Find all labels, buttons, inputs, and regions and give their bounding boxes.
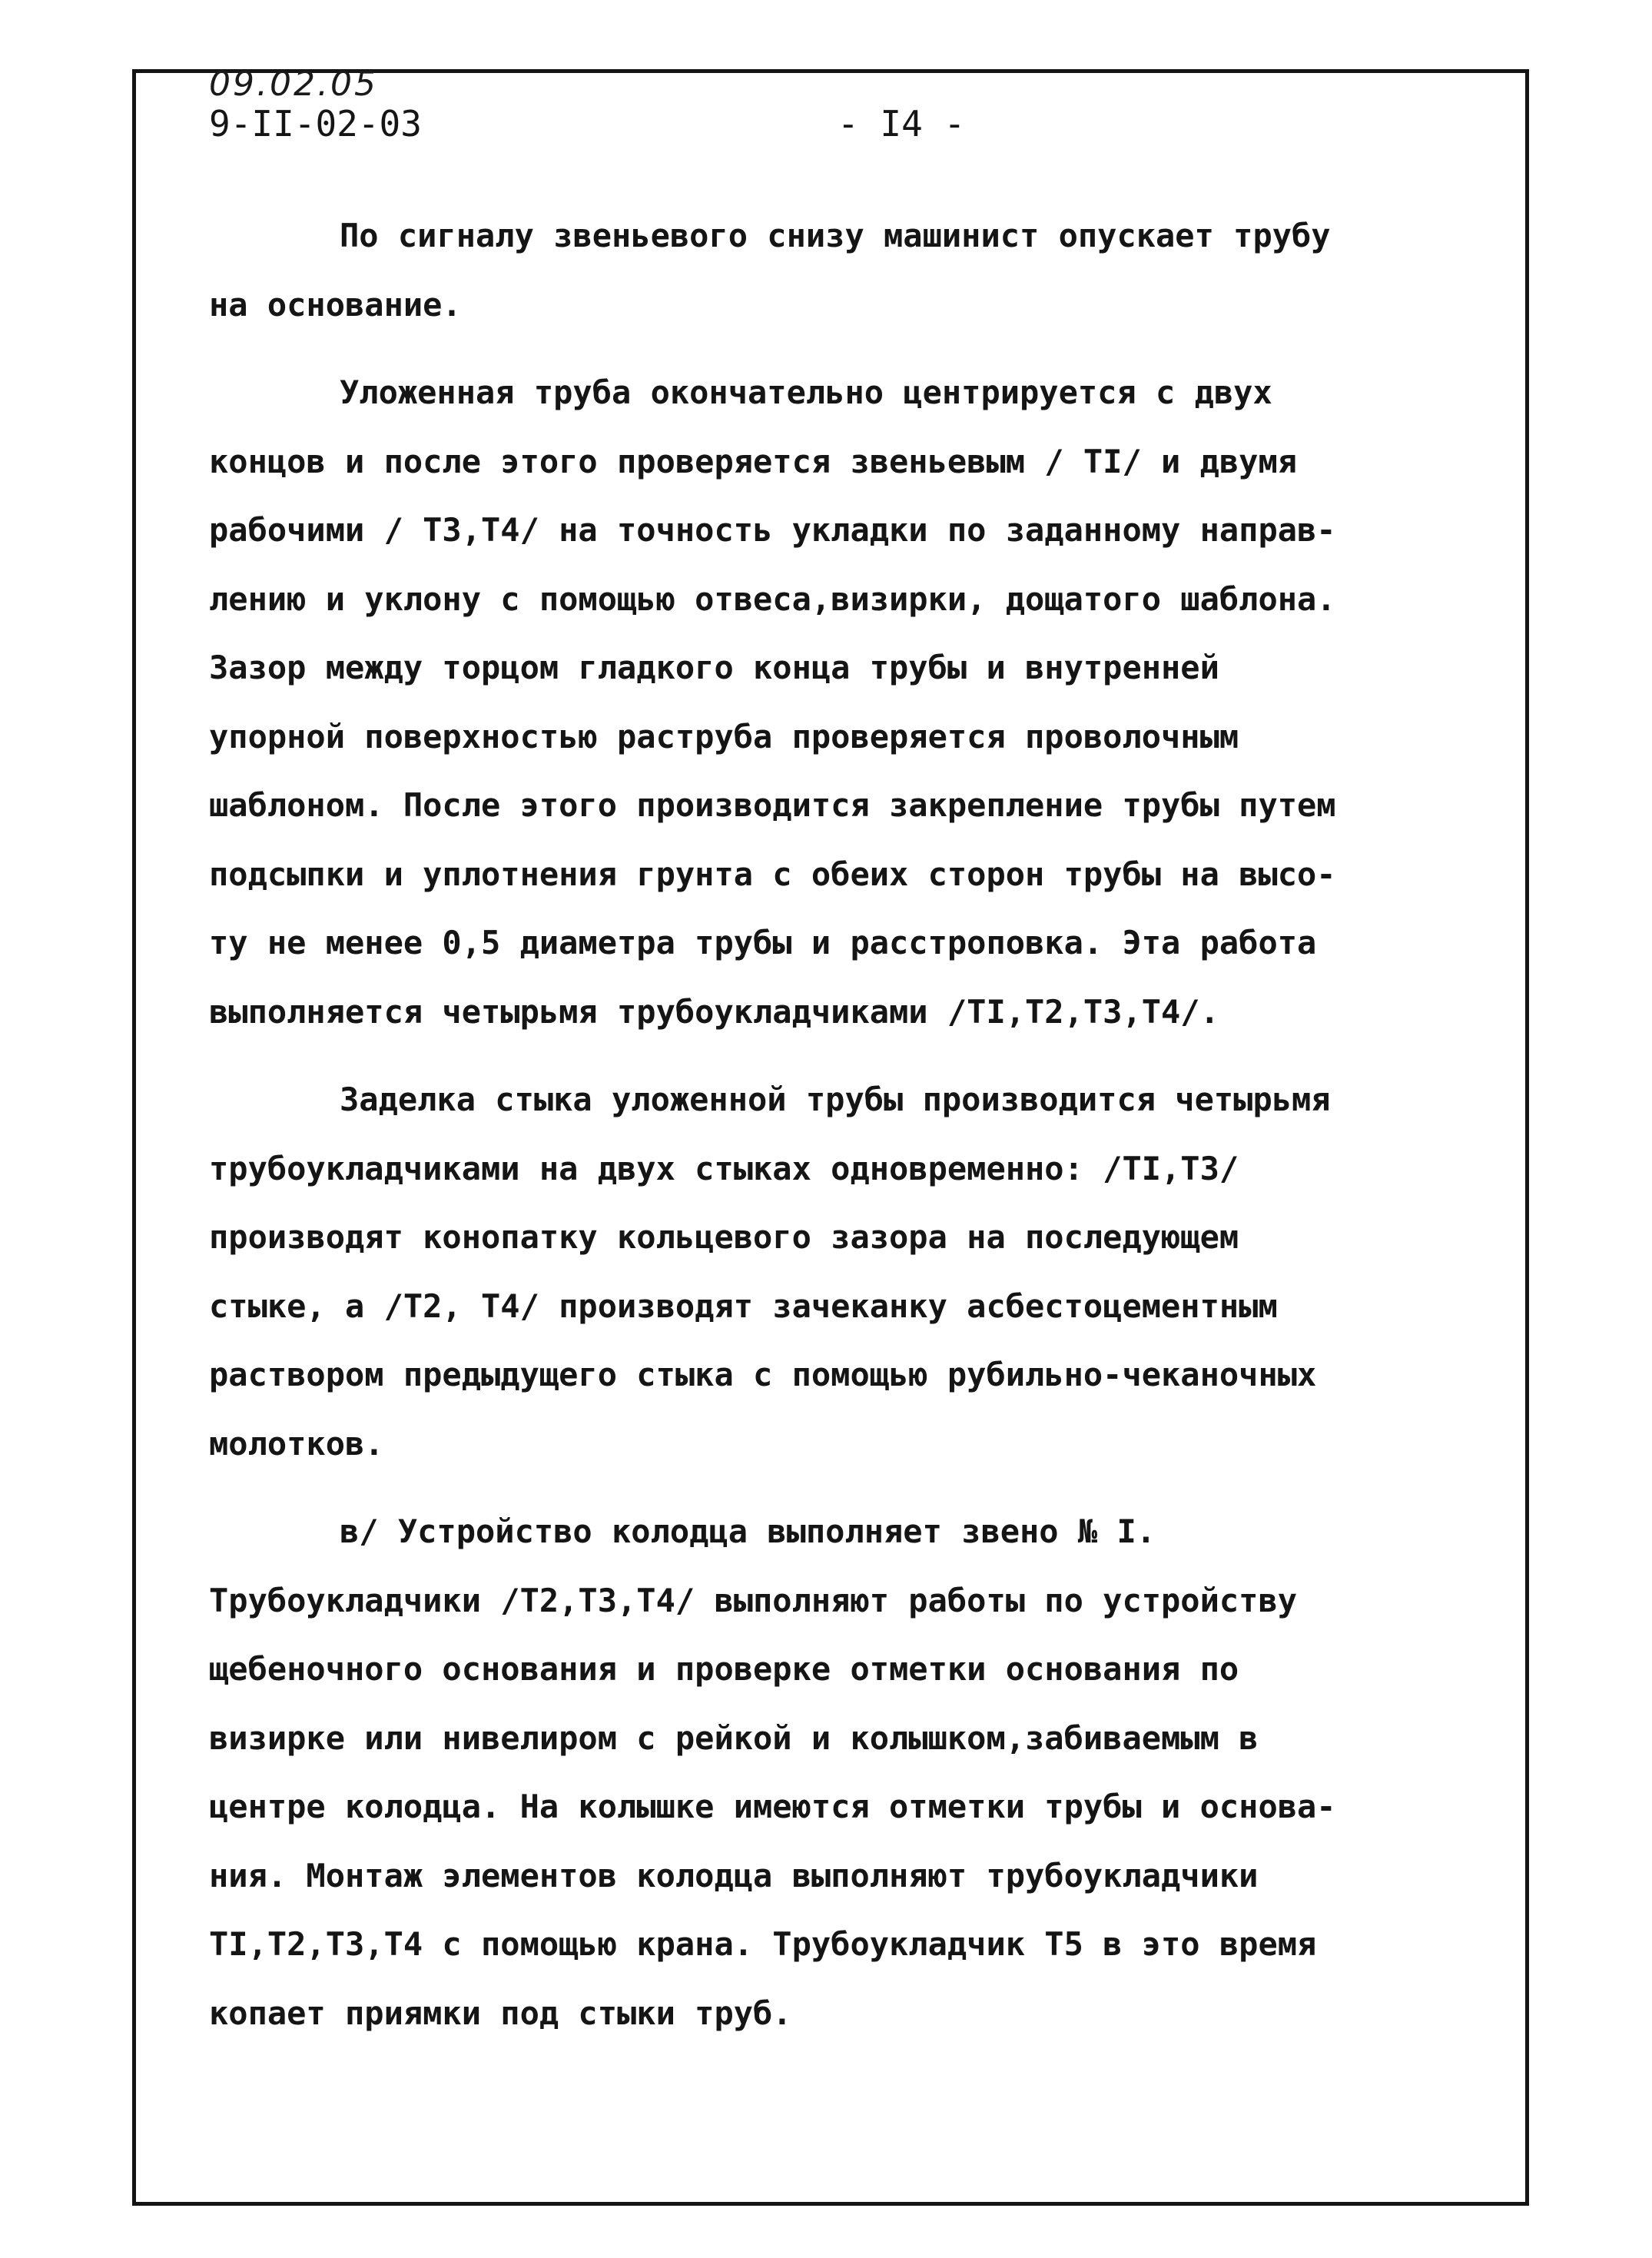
text-line: лению и уклону с помощью отвеса,визирки, дощатого шаблона. bbox=[209, 579, 1336, 618]
text-line: TI,T2,T3,T4 с помощью крана. Трубоукладчик T5 в это время bbox=[209, 1925, 1317, 1963]
paragraph-3 bbox=[209, 1065, 1469, 1478]
text-line: молотков. bbox=[209, 1424, 384, 1463]
text-line: Заделка стыка уложенной трубы производится четырьмя bbox=[340, 1081, 1331, 1118]
document-body bbox=[209, 201, 1469, 2047]
text-line: центре колодца. На колышке имеются отметки трубы и основа- bbox=[209, 1788, 1336, 1825]
text-line: По сигналу звеньевого снизу машинист опускает трубу bbox=[340, 217, 1331, 254]
paragraph-4 bbox=[209, 1497, 1469, 2047]
text-line: выполняется четырьмя трубоукладчиками /TI,T2,T3,T4/. bbox=[209, 992, 1219, 1031]
text-line: Уложенная труба окончательно центрируется с двух bbox=[340, 374, 1272, 411]
text-line: рабочими / T3,T4/ на точность укладки по заданному направ- bbox=[209, 511, 1336, 549]
paragraph-1 bbox=[209, 201, 1469, 339]
text-line: Зазор между торцом гладкого конца трубы и внутренней bbox=[209, 649, 1219, 686]
text-line: визирке или нивелиром с рейкой и колышком,забиваемым в bbox=[209, 1718, 1259, 1757]
text-line: копает приямки под стыки труб. bbox=[209, 1994, 792, 2032]
text-line: на основание. bbox=[209, 285, 462, 324]
text-line: раствором предыдущего стыка с помощью рубильно-чеканочных bbox=[209, 1356, 1317, 1393]
text-line: концов и после этого проверяется звеньевым / TI/ и двумя bbox=[209, 442, 1298, 480]
text-line: шаблоном. После этого производится закрепление трубы путем bbox=[209, 786, 1336, 824]
text-line: в/ Устройство колодца выполняет звено № I. bbox=[340, 1513, 1156, 1550]
text-line: производят конопатку кольцевого зазора на последующем bbox=[209, 1218, 1239, 1256]
page-number: - I4 - bbox=[838, 103, 966, 144]
document-code: 9-II-02-03 bbox=[209, 103, 422, 144]
text-line: упорной поверхностью раструба проверяется проволочным bbox=[209, 717, 1239, 755]
text-line: трубоукладчиками на двух стыках одновременно: /TI,T3/ bbox=[209, 1149, 1239, 1187]
text-line: Трубоукладчики /T2,T3,T4/ выполняют работы по устройству bbox=[209, 1581, 1298, 1619]
text-line: подсыпки и уплотнения грунта с обеих сторон трубы на высо- bbox=[209, 855, 1336, 893]
text-line: стыке, а /T2, T4/ производят зачеканку асбестоцементным bbox=[209, 1287, 1278, 1325]
text-line: щебеночного основания и проверке отметки основания по bbox=[209, 1650, 1239, 1688]
text-line: ту не менее 0,5 диаметра трубы и расстроповка. Эта работа bbox=[209, 924, 1317, 961]
text-line: ния. Монтаж элементов колодца выполняют трубоукладчики bbox=[209, 1856, 1259, 1894]
paragraph-2 bbox=[209, 358, 1469, 1046]
handwritten-date: 09.02.05 bbox=[209, 65, 378, 104]
